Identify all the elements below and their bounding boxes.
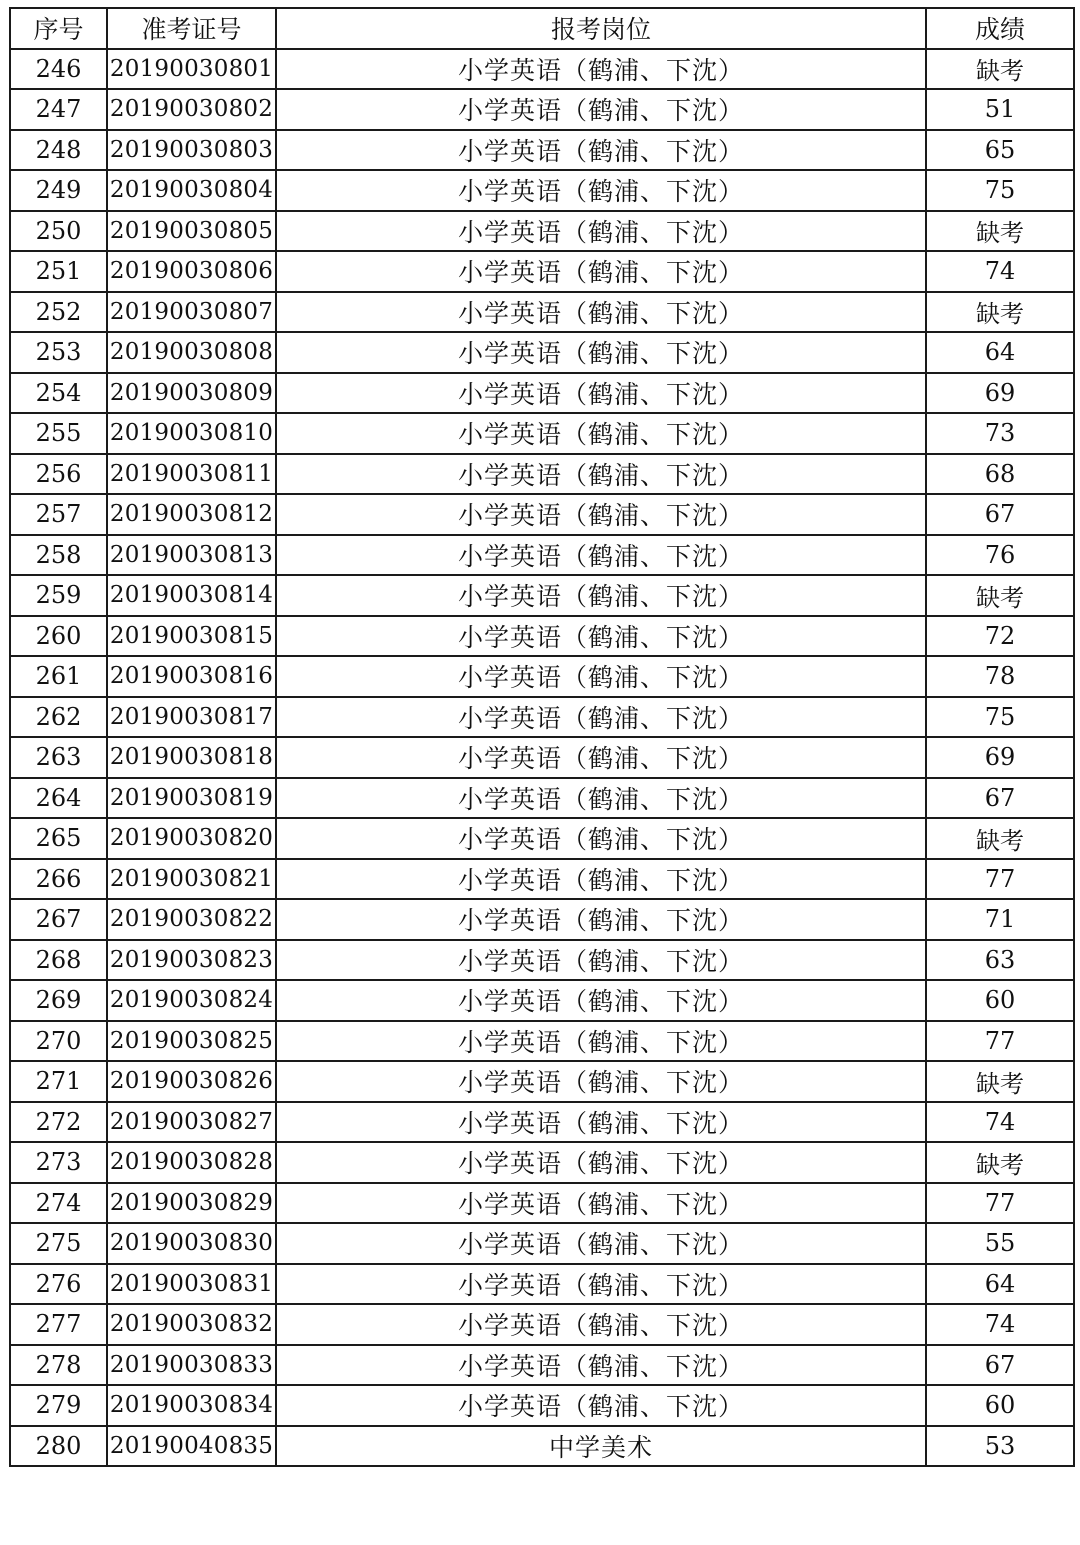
cell-exam-id: 20190030831 [107,1264,276,1305]
cell-seq: 276 [10,1264,107,1305]
table-row [10,656,1074,697]
cell-position: 小学英语（鹤浦、下沈） [276,211,926,252]
cell-position: 小学英语（鹤浦、下沈） [276,899,926,940]
cell-exam-id: 20190030816 [107,656,276,697]
cell-seq: 263 [10,737,107,778]
table-row [10,373,1074,414]
cell-seq: 266 [10,859,107,900]
cell-seq: 278 [10,1345,107,1386]
cell-seq: 250 [10,211,107,252]
header-seq: 序号 [10,8,107,49]
table-row [10,494,1074,535]
cell-exam-id: 20190030829 [107,1183,276,1224]
table-row [10,1142,1074,1183]
cell-seq: 251 [10,251,107,292]
header-position: 报考岗位 [276,8,926,49]
table-row [10,1264,1074,1305]
table-row [10,454,1074,495]
cell-exam-id: 20190030833 [107,1345,276,1386]
table-row [10,1426,1074,1467]
cell-position: 小学英语（鹤浦、下沈） [276,778,926,819]
header-row [10,8,1074,49]
cell-exam-id: 20190030809 [107,373,276,414]
cell-exam-id: 20190030810 [107,413,276,454]
cell-seq: 275 [10,1223,107,1264]
cell-seq: 273 [10,1142,107,1183]
cell-position: 小学英语（鹤浦、下沈） [276,1021,926,1062]
cell-score: 77 [926,1183,1074,1224]
cell-exam-id: 20190030803 [107,130,276,171]
cell-score: 缺考 [926,818,1074,859]
cell-score: 69 [926,373,1074,414]
cell-exam-id: 20190030826 [107,1061,276,1102]
cell-seq: 246 [10,49,107,90]
cell-exam-id: 20190030801 [107,49,276,90]
cell-score: 51 [926,89,1074,130]
table-row [10,899,1074,940]
cell-score: 缺考 [926,292,1074,333]
cell-exam-id: 20190030821 [107,859,276,900]
cell-exam-id: 20190030814 [107,575,276,616]
cell-score: 78 [926,656,1074,697]
cell-exam-id: 20190030834 [107,1385,276,1426]
cell-position: 小学英语（鹤浦、下沈） [276,1183,926,1224]
table-row [10,1061,1074,1102]
cell-score: 55 [926,1223,1074,1264]
cell-score: 63 [926,940,1074,981]
table-row [10,49,1074,90]
table-row [10,859,1074,900]
cell-position: 中学美术 [276,1426,926,1467]
cell-position: 小学英语（鹤浦、下沈） [276,413,926,454]
cell-score: 72 [926,616,1074,657]
cell-score: 68 [926,454,1074,495]
cell-exam-id: 20190030820 [107,818,276,859]
cell-position: 小学英语（鹤浦、下沈） [276,1385,926,1426]
table-row [10,130,1074,171]
cell-position: 小学英语（鹤浦、下沈） [276,373,926,414]
cell-score: 77 [926,859,1074,900]
cell-exam-id: 20190030815 [107,616,276,657]
cell-position: 小学英语（鹤浦、下沈） [276,1061,926,1102]
cell-seq: 268 [10,940,107,981]
cell-position: 小学英语（鹤浦、下沈） [276,1142,926,1183]
cell-seq: 247 [10,89,107,130]
cell-position: 小学英语（鹤浦、下沈） [276,454,926,495]
cell-score: 69 [926,737,1074,778]
cell-exam-id: 20190030822 [107,899,276,940]
cell-exam-id: 20190030832 [107,1304,276,1345]
cell-score: 65 [926,130,1074,171]
header-score: 成绩 [926,8,1074,49]
cell-position: 小学英语（鹤浦、下沈） [276,980,926,1021]
table-row [10,1021,1074,1062]
table-header [10,8,1074,49]
cell-exam-id: 20190040835 [107,1426,276,1467]
cell-score: 64 [926,1264,1074,1305]
cell-position: 小学英语（鹤浦、下沈） [276,616,926,657]
cell-exam-id: 20190030819 [107,778,276,819]
cell-exam-id: 20190030828 [107,1142,276,1183]
cell-position: 小学英语（鹤浦、下沈） [276,859,926,900]
table-body [10,49,1074,1467]
table-row [10,535,1074,576]
cell-position: 小学英语（鹤浦、下沈） [276,1102,926,1143]
table-row [10,1223,1074,1264]
cell-exam-id: 20190030830 [107,1223,276,1264]
cell-position: 小学英语（鹤浦、下沈） [276,292,926,333]
cell-exam-id: 20190030808 [107,332,276,373]
cell-position: 小学英语（鹤浦、下沈） [276,251,926,292]
table-row [10,575,1074,616]
cell-score: 64 [926,332,1074,373]
cell-score: 75 [926,170,1074,211]
cell-position: 小学英语（鹤浦、下沈） [276,170,926,211]
cell-score: 67 [926,494,1074,535]
cell-exam-id: 20190030802 [107,89,276,130]
cell-score: 60 [926,980,1074,1021]
cell-score: 67 [926,1345,1074,1386]
cell-position: 小学英语（鹤浦、下沈） [276,575,926,616]
cell-score: 缺考 [926,211,1074,252]
cell-position: 小学英语（鹤浦、下沈） [276,697,926,738]
table-row [10,170,1074,211]
cell-seq: 257 [10,494,107,535]
cell-seq: 258 [10,535,107,576]
cell-exam-id: 20190030824 [107,980,276,1021]
cell-exam-id: 20190030804 [107,170,276,211]
table-row [10,778,1074,819]
cell-position: 小学英语（鹤浦、下沈） [276,535,926,576]
cell-score: 缺考 [926,1061,1074,1102]
table-row [10,1345,1074,1386]
cell-position: 小学英语（鹤浦、下沈） [276,89,926,130]
cell-exam-id: 20190030827 [107,1102,276,1143]
cell-seq: 261 [10,656,107,697]
cell-exam-id: 20190030813 [107,535,276,576]
cell-seq: 270 [10,1021,107,1062]
cell-exam-id: 20190030825 [107,1021,276,1062]
cell-exam-id: 20190030817 [107,697,276,738]
table-row [10,1304,1074,1345]
cell-score: 74 [926,1304,1074,1345]
table-row [10,818,1074,859]
cell-seq: 260 [10,616,107,657]
cell-seq: 254 [10,373,107,414]
cell-seq: 249 [10,170,107,211]
cell-seq: 280 [10,1426,107,1467]
table-row [10,980,1074,1021]
cell-position: 小学英语（鹤浦、下沈） [276,940,926,981]
table-row [10,89,1074,130]
cell-score: 73 [926,413,1074,454]
cell-position: 小学英语（鹤浦、下沈） [276,1264,926,1305]
cell-position: 小学英语（鹤浦、下沈） [276,494,926,535]
cell-seq: 269 [10,980,107,1021]
cell-exam-id: 20190030811 [107,454,276,495]
table-row [10,413,1074,454]
cell-seq: 279 [10,1385,107,1426]
cell-position: 小学英语（鹤浦、下沈） [276,737,926,778]
table-row [10,1102,1074,1143]
table-row [10,616,1074,657]
table-row [10,292,1074,333]
score-table [9,7,1075,1467]
cell-seq: 252 [10,292,107,333]
cell-exam-id: 20190030812 [107,494,276,535]
cell-score: 76 [926,535,1074,576]
cell-position: 小学英语（鹤浦、下沈） [276,1223,926,1264]
cell-position: 小学英语（鹤浦、下沈） [276,1345,926,1386]
table-row [10,211,1074,252]
cell-score: 74 [926,1102,1074,1143]
cell-score: 缺考 [926,49,1074,90]
cell-score: 缺考 [926,1142,1074,1183]
cell-position: 小学英语（鹤浦、下沈） [276,130,926,171]
cell-score: 60 [926,1385,1074,1426]
cell-seq: 267 [10,899,107,940]
cell-score: 75 [926,697,1074,738]
cell-exam-id: 20190030807 [107,292,276,333]
cell-score: 53 [926,1426,1074,1467]
cell-position: 小学英语（鹤浦、下沈） [276,1304,926,1345]
table-row [10,737,1074,778]
cell-seq: 255 [10,413,107,454]
cell-seq: 253 [10,332,107,373]
table-row [10,332,1074,373]
header-exam-id: 准考证号 [107,8,276,49]
cell-score: 77 [926,1021,1074,1062]
cell-score: 67 [926,778,1074,819]
cell-seq: 248 [10,130,107,171]
cell-position: 小学英语（鹤浦、下沈） [276,656,926,697]
cell-seq: 271 [10,1061,107,1102]
table-row [10,940,1074,981]
cell-score: 缺考 [926,575,1074,616]
cell-seq: 277 [10,1304,107,1345]
cell-exam-id: 20190030818 [107,737,276,778]
cell-seq: 264 [10,778,107,819]
cell-score: 71 [926,899,1074,940]
cell-position: 小学英语（鹤浦、下沈） [276,332,926,373]
cell-seq: 265 [10,818,107,859]
cell-position: 小学英语（鹤浦、下沈） [276,818,926,859]
cell-seq: 256 [10,454,107,495]
cell-position: 小学英语（鹤浦、下沈） [276,49,926,90]
cell-seq: 262 [10,697,107,738]
table-row [10,1183,1074,1224]
table-row [10,697,1074,738]
cell-exam-id: 20190030805 [107,211,276,252]
cell-seq: 272 [10,1102,107,1143]
cell-exam-id: 20190030823 [107,940,276,981]
cell-score: 74 [926,251,1074,292]
table-row [10,1385,1074,1426]
table-row [10,251,1074,292]
cell-seq: 259 [10,575,107,616]
cell-seq: 274 [10,1183,107,1224]
cell-exam-id: 20190030806 [107,251,276,292]
